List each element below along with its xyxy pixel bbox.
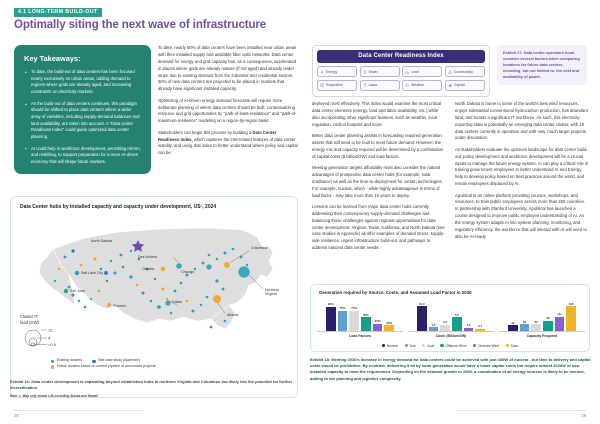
paragraph: Apolitical is an online platform providing courses, workshops, and resources, to train public employees across more than 250 countries. In partnership with Stanford University, Apolitical has launched a course designed to improve public employee understanding of AI. As the energy system adapts AI into system planning, monitoring, and regulatory efficiency, the workforce that will interact with AI will need to also be AI-ready. bbox=[455, 192, 587, 239]
chart-legend-item[interactable] bbox=[405, 344, 416, 348]
key-takeaways-list bbox=[24, 69, 142, 166]
readiness-chip-labor[interactable] bbox=[360, 80, 400, 91]
chart-group-label: Costs (Billion/GW) bbox=[435, 334, 467, 338]
map-size-legend bbox=[20, 314, 66, 349]
svg-text:=0.5: =0.5 bbox=[48, 342, 56, 348]
chart-group-label: Load Factors bbox=[349, 334, 371, 338]
bar-value-label: 10.0 bbox=[418, 301, 425, 306]
chart-bar-solar[interactable] bbox=[475, 298, 485, 331]
chart-bar-coal[interactable] bbox=[349, 298, 359, 331]
bar-rect bbox=[440, 325, 450, 331]
bar-value-label: 20% bbox=[386, 320, 393, 325]
bar-value-label: 90% bbox=[327, 301, 334, 306]
legend-item bbox=[51, 364, 156, 370]
readiness-chip-capital[interactable] bbox=[445, 80, 485, 91]
generation-chart-panel bbox=[310, 284, 590, 352]
svg-text:Columbus: Columbus bbox=[251, 246, 268, 250]
legend-label: Offshore Wind bbox=[445, 343, 467, 348]
bar-value-label: 111 bbox=[557, 312, 562, 317]
readiness-index-chip-grid bbox=[317, 66, 485, 91]
legend-label: Coal bbox=[427, 343, 434, 348]
readiness-chip-energy[interactable] bbox=[317, 66, 357, 77]
bar-rect bbox=[338, 311, 348, 331]
chart-title: Generation required by Source, Costs, and Assumed Load Factor in 2030 bbox=[319, 289, 472, 295]
paragraph: Lessons can be learned from major data center hubs currently addressing their contemporary supply-demand challenges and balancing those challenges against regional opportunities for data center development. Virginia, Texas, California, and North Dakota (see case studies in Appendix) all offer examples of demand stress, supply-side resilience, urgent infrastructure build-out, and pathways to address nascent data center needs. bbox=[312, 203, 445, 251]
key-takeaways-box bbox=[14, 45, 151, 174]
readiness-chip-weather[interactable] bbox=[402, 80, 442, 91]
chart-bar-gas[interactable] bbox=[520, 298, 530, 331]
network-icon bbox=[448, 70, 452, 74]
chart-bar-solar[interactable] bbox=[384, 298, 394, 331]
legend-label: Site case study (Appendix) bbox=[98, 358, 140, 363]
land-icon bbox=[405, 70, 409, 74]
list-item: • AI could help in workforce development, permitting reform, and reskilling, to support preparation for a more AI-driven economy that will shape future markets. bbox=[24, 146, 142, 166]
bar-rect bbox=[543, 321, 553, 331]
legend-swatch-icon bbox=[405, 344, 408, 347]
chart-bar-gas[interactable] bbox=[338, 298, 348, 331]
bar-value-label: 0.7 bbox=[478, 324, 483, 329]
chip-label: Connectivity bbox=[453, 69, 473, 74]
bar-rect bbox=[475, 329, 485, 331]
bar-value-label: 78 bbox=[546, 316, 550, 321]
chart-bar-onshore-wind[interactable] bbox=[464, 298, 474, 331]
readiness-index-title: Data Center Readiness Index bbox=[317, 50, 485, 63]
svg-text:4: 4 bbox=[48, 335, 51, 341]
exhibit-17-callout: Exhibit 17: Data center operators must consider several factors when comparing locations for future data centers, including, but not limited to, the cost and availability of power. bbox=[497, 45, 587, 85]
legend-dot-future-icon bbox=[51, 365, 54, 368]
chart-legend-item[interactable] bbox=[440, 344, 466, 348]
chart-bar-nuclear[interactable] bbox=[508, 298, 518, 331]
paragraph: deployed most effectively. This index would examine the most critical data center elements (energy, land and labor availability, etc.) while also incorporating other significant features, such as weather, local regulation, carbon footprint and more. bbox=[312, 101, 442, 127]
map-panel bbox=[10, 196, 298, 398]
bar-value-label: 5.5 bbox=[454, 312, 459, 317]
chart-bar-offshore-wind[interactable] bbox=[361, 298, 371, 331]
chart-bar-onshore-wind[interactable] bbox=[373, 298, 383, 331]
legend-swatch-icon bbox=[473, 344, 476, 347]
bar-rect bbox=[566, 306, 576, 330]
bar-rect bbox=[452, 317, 462, 331]
readiness-chip-land[interactable] bbox=[402, 66, 442, 77]
chart-legend bbox=[311, 344, 589, 348]
chip-label: Capital bbox=[453, 83, 465, 88]
bar-rect bbox=[520, 324, 530, 331]
readiness-chip-connectivity[interactable] bbox=[445, 66, 485, 77]
person-icon bbox=[363, 83, 367, 87]
chip-label: Water bbox=[368, 69, 378, 74]
page-number-left: 28 bbox=[14, 413, 19, 418]
chart-group bbox=[317, 298, 403, 338]
bar-value-label: 52 bbox=[522, 319, 527, 324]
footer-rule-right bbox=[456, 410, 586, 411]
legend-label: Onshore Wind bbox=[477, 343, 500, 348]
chart-legend-item[interactable] bbox=[506, 344, 519, 348]
bar-value-label: 195 bbox=[568, 301, 574, 306]
bar-rect bbox=[417, 306, 427, 331]
chart-icon bbox=[448, 83, 452, 87]
bar-value-label: 1.2 bbox=[466, 323, 471, 328]
chart-bars bbox=[408, 298, 494, 332]
svg-text:12: 12 bbox=[48, 327, 53, 333]
chart-bars bbox=[499, 298, 585, 332]
svg-text:North Dakota: North Dakota bbox=[90, 239, 112, 243]
chart-bar-offshore-wind[interactable] bbox=[543, 298, 553, 331]
legend-label: Nuclear bbox=[386, 343, 399, 348]
chip-label: Regulation bbox=[325, 83, 343, 88]
chart-bar-gas[interactable] bbox=[429, 298, 439, 331]
section-tag: 4.1 LONG-TERM BUILD-OUT bbox=[14, 8, 102, 17]
data-center-readiness-index-card bbox=[312, 45, 490, 97]
bar-rect bbox=[373, 324, 383, 331]
paragraph: Better data center planning assists in forecasting required generation assets that will need to be built to meet future demand. However, the energy mix and capacity required will be determined by a combination of capital costs ($ billion/GW) and load factors. bbox=[312, 133, 444, 159]
body-column-middle bbox=[158, 45, 298, 157]
chart-bar-offshore-wind[interactable] bbox=[452, 298, 462, 331]
bar-value-label: 25% bbox=[374, 319, 381, 324]
bar-rect bbox=[464, 328, 474, 331]
svg-text:Salt Lake City: Salt Lake City bbox=[80, 271, 103, 275]
bar-rect bbox=[508, 325, 518, 330]
legend-swatch-icon bbox=[506, 344, 509, 347]
chart-bar-coal[interactable] bbox=[531, 298, 541, 331]
legend-label: Future clusters based on current pipeline of announced projects bbox=[56, 364, 156, 369]
bar-rect bbox=[384, 325, 394, 330]
chart-legend-item[interactable] bbox=[382, 344, 398, 348]
chip-label: Weather bbox=[411, 83, 425, 88]
bar-rect bbox=[326, 307, 336, 331]
paragraph: Stakeholders can begin this process by building a Data Center Readiness Index, which captures the interrelated features of data center viability, and using that index to better understand where policy and capital can be bbox=[158, 129, 298, 156]
legend-swatch-icon bbox=[422, 344, 425, 347]
svg-text:Des Moines: Des Moines bbox=[138, 255, 157, 259]
droplet-icon bbox=[363, 70, 367, 74]
exhibit-16-note: Note: 1. Map only shows L48 excluding Alaska and Hawaii bbox=[10, 393, 98, 398]
bar-value-label: 2.5 bbox=[443, 320, 448, 325]
bar-rect bbox=[429, 327, 439, 331]
chip-label: Land bbox=[411, 69, 419, 74]
chip-label: Labor bbox=[368, 83, 378, 88]
paragraph: Optimizing of AI-driven energy demand forecasts will require more deliberate planning of where data centers should be built, contextualizing resource and grid opportunities by "path-of-least-resistance" and "path-of-maximum-resilience" modeling on a region-by-region basis. bbox=[158, 97, 297, 124]
bolt-icon bbox=[320, 70, 324, 74]
footer-rule-left bbox=[14, 410, 144, 411]
bar-value-label: 52 bbox=[534, 319, 538, 324]
list-item: • As the build-out of data centers continues, this paradigm should be shifted to place data centers where a wider array of variables, including supply-demand balances and land availability, are taken into account. A "Data center Readiness Index" could guide optimized data center planning. bbox=[24, 101, 142, 140]
cloud-icon bbox=[405, 83, 409, 87]
paragraph: As stakeholders evaluate the optimum landscape for data center build-out, policy development and workforce development will be a crucial inputs to manage the future energy system. AI can play a critical role in training government employees to better understand AI and Energy, help to develop policy based on best practices around the world, and retrain employees displaced by AI. bbox=[455, 146, 589, 187]
map-title: Data Center hubs by installed capacity and capacity under development, US¹, 2024 bbox=[20, 204, 217, 210]
size-legend-label: Cluster IT load (GW) bbox=[20, 314, 40, 325]
body-column-right-2 bbox=[455, 101, 589, 241]
chart-group bbox=[499, 298, 585, 338]
size-legend-bubbles bbox=[20, 325, 66, 347]
paragraph: To date, nearly 50% of data centers have been installed near urban areas with their installed supply and available fiber optic networks. Data center demand for energy and grid capacity has, as a consequence, accelerated in places where grids are already mature (if not aged) and already under strain due to existing demand from the industrial and residential sectors. 50% of new data centers are projected to be placed in markets that already have significant installed capacity. bbox=[158, 45, 297, 92]
bar-value-label: 75% bbox=[351, 305, 358, 310]
chart-bars bbox=[317, 298, 403, 332]
chart-group-label: Capacity Required bbox=[526, 334, 558, 338]
legend-swatch-icon bbox=[440, 344, 443, 347]
chart-bar-coal[interactable] bbox=[440, 298, 450, 331]
legend-label: Solar bbox=[510, 343, 519, 348]
body-column-right-1 bbox=[312, 101, 446, 252]
bar-value-label: 50% bbox=[362, 312, 369, 317]
chart-group bbox=[408, 298, 494, 338]
legend-dot-case-study-icon bbox=[92, 360, 95, 363]
exhibit-16-text: Exhibit 16: Data center development is expanding beyond established hubs in northern Virginia and Columbus but likely has the potential for further diversification. bbox=[10, 379, 293, 390]
bar-rect bbox=[531, 324, 541, 331]
map-key-legend bbox=[51, 358, 156, 370]
chart-bar-groups bbox=[317, 298, 585, 338]
legend-dot-existing-icon bbox=[51, 360, 54, 363]
bar-rect bbox=[349, 311, 359, 331]
legend-swatch-icon bbox=[382, 344, 385, 347]
svg-text:Dallas: Dallas bbox=[172, 300, 182, 304]
key-takeaways-heading: Key Takeaways: bbox=[24, 54, 81, 63]
chart-bar-onshore-wind[interactable] bbox=[555, 298, 565, 331]
chart-bar-nuclear[interactable] bbox=[326, 298, 336, 331]
chart-legend-item[interactable] bbox=[473, 344, 499, 348]
svg-text:Omaha: Omaha bbox=[142, 267, 154, 271]
legend-label: Gas bbox=[409, 343, 416, 348]
bar-value-label: 43 bbox=[511, 320, 515, 325]
exhibit-18-caption: Exhibit 18: Meeting 2030's increase in energy demand for data centers could be achieved with just 430W of nuclear - but time to delivery and capital costs would be prohibitive. By contrast, delivering it all by solar generation would have a lower capital costs but require almost 2000W of new installed capacity to meet the requirement. Depending on the demand growth to 2050, a combination of all energy sources is likely to be needed, adding to the planning and logistics complexity. bbox=[310, 357, 591, 381]
bar-rect bbox=[555, 317, 565, 331]
paragraph: Meeting generation targets affordably must also consider the natural advantages of prospective data center hubs (for example, solar irradiance) as well as the time-to-deployment for certain technologies. For example, nuclear, which - while highly advantageous in terms of load factor - may take more than 10 years to deploy. bbox=[312, 165, 443, 198]
page-title: Optimally siting the next wave of infrastructure bbox=[14, 19, 267, 31]
page-number-right: 29 bbox=[581, 413, 586, 418]
svg-text:Northern: Northern bbox=[265, 288, 279, 292]
bar-value-label: 75% bbox=[339, 305, 346, 310]
svg-text:Chicago: Chicago bbox=[181, 270, 195, 274]
bar-value-label: 1.5 bbox=[431, 322, 436, 327]
legend-label: Existing clusters bbox=[56, 358, 82, 363]
svg-text:Phoenix: Phoenix bbox=[113, 304, 126, 308]
bar-rect bbox=[361, 317, 371, 331]
document-icon bbox=[320, 83, 324, 87]
exhibit-16-caption bbox=[10, 379, 298, 398]
svg-text:San Jose: San Jose bbox=[70, 289, 85, 293]
chart-legend-item[interactable] bbox=[422, 344, 434, 348]
svg-text:Atlanta: Atlanta bbox=[227, 313, 239, 317]
svg-text:Virginia: Virginia bbox=[265, 292, 277, 296]
chip-label: Energy bbox=[325, 69, 338, 74]
chart-bar-solar[interactable] bbox=[566, 298, 576, 331]
paragraph: North Dakota is home to some of the world's best wind resources, enjoys substantial conventional hydrocarbon production, has abundant land, and boasts a significant IT workforce. As such, this electricity-exporting state is potentially an emerging data center cluster, with 19 data centers currently in operation and with new, much larger projects under discussion. bbox=[455, 101, 588, 141]
readiness-chip-water[interactable] bbox=[360, 66, 400, 77]
readiness-chip-regulation[interactable] bbox=[317, 80, 357, 91]
chart-bar-nuclear[interactable] bbox=[417, 298, 427, 331]
list-item: • To date, the build-out of data centers has been focused nearly exclusively on urban areas, adding demand to regions where grids are already aged, and increasing constraints on electricity markets. bbox=[24, 69, 142, 95]
